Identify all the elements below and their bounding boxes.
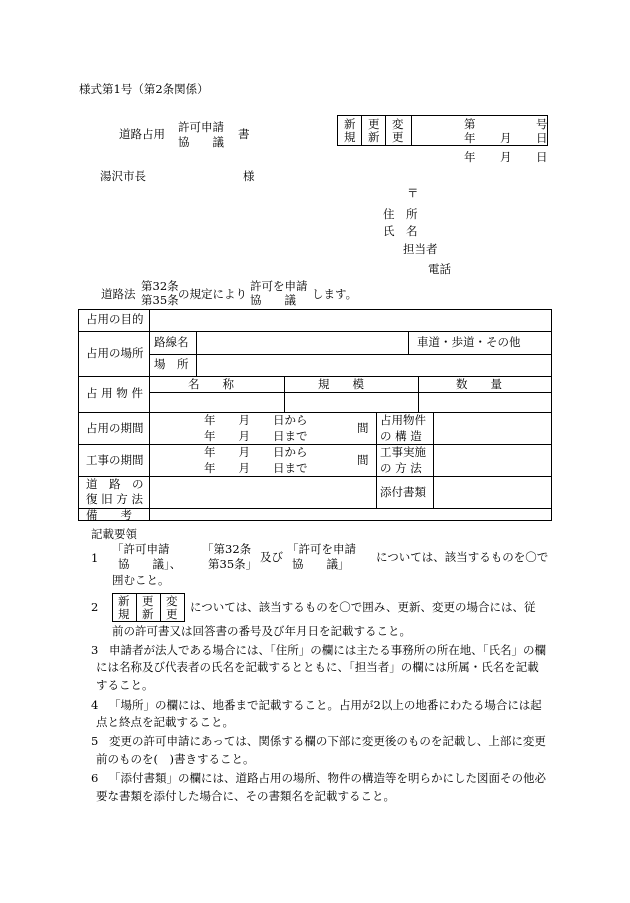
note-1-no: 1 bbox=[91, 551, 99, 565]
stamp-koushin-2: 新 bbox=[368, 130, 380, 144]
period-from: 年 月 日から bbox=[204, 413, 308, 427]
date-tsuki: 月 bbox=[500, 150, 512, 164]
period-kan: 間 bbox=[357, 421, 369, 435]
basis-law: 道路法 bbox=[101, 287, 136, 301]
applicant-address: 住 所 bbox=[383, 207, 418, 221]
purpose-label: 占用の目的 bbox=[86, 312, 144, 326]
number-nen: 年 bbox=[464, 131, 476, 145]
addressee-name: 湯沢市長 bbox=[100, 169, 146, 183]
note-2-koushin-1: 更 bbox=[142, 594, 154, 608]
location-label: 場 所 bbox=[154, 357, 189, 371]
note-1-and: 及び bbox=[260, 550, 283, 564]
note-2-henkou-1: 変 bbox=[166, 594, 178, 608]
stamp-koushin-1: 更 bbox=[368, 117, 380, 131]
note-1-b-top: 「第32条 bbox=[202, 542, 252, 556]
number-tsuki: 月 bbox=[500, 131, 512, 145]
notes-heading: 記載要領 bbox=[91, 527, 137, 541]
note-2-cont: 前の許可書又は回答書の番号及び年月日を記載すること。 bbox=[112, 624, 411, 638]
note-4-line-1: 「場所」の欄には、地番まで記載すること。占用が2以上の地番にわたる場合には起 bbox=[109, 698, 542, 712]
title-top: 許可申請 bbox=[178, 120, 224, 134]
note-6-no: 6 bbox=[91, 771, 99, 785]
title-right: 書 bbox=[238, 127, 250, 141]
period-to: 年 月 日まで bbox=[204, 429, 308, 443]
note-1-c-top: 「許可を申請 bbox=[287, 542, 356, 556]
col-qty-label: 数 量 bbox=[456, 377, 502, 391]
date-hi: 日 bbox=[536, 150, 548, 164]
note-1-a-bottom: 協 議」、 bbox=[118, 557, 182, 571]
work-period-kan: 間 bbox=[357, 453, 369, 467]
basis-art35: 第35条 bbox=[141, 293, 179, 307]
basis-art32: 第32条 bbox=[141, 279, 179, 293]
restore-label-b: 復 旧 方 法 bbox=[86, 492, 143, 506]
note-6-line-1: 「添付書類」の欄には、道路占用の場所、物件の構造等を明らかにした図面その他必 bbox=[109, 771, 546, 785]
note-2-tail: については、該当するものを〇で囲み、更新、変更の場合には、従 bbox=[190, 600, 536, 614]
attach-label: 添付書類 bbox=[380, 485, 426, 499]
applicant-phone: 電話 bbox=[428, 262, 451, 276]
note-4-line-2: 点と終点を記載すること。 bbox=[96, 715, 234, 729]
place-label: 占用の場所 bbox=[86, 346, 144, 360]
note-6-line-2: 要な書類を添付した場合に、その書類名を記載すること。 bbox=[96, 789, 395, 803]
note-2-shinki-2: 規 bbox=[118, 607, 130, 621]
method-label-a: 工事実施 bbox=[380, 445, 426, 459]
work-period-from: 年 月 日から bbox=[204, 445, 308, 459]
structure-label-a: 占用物件 bbox=[380, 413, 426, 427]
col-scale-label: 規 模 bbox=[318, 377, 364, 391]
note-4-no: 4 bbox=[91, 698, 99, 712]
number-go: 号 bbox=[536, 117, 548, 131]
note-2-no: 2 bbox=[91, 600, 99, 614]
basis-end: します。 bbox=[312, 287, 358, 301]
applicant-name: 氏 名 bbox=[383, 224, 418, 238]
object-label: 占 用 物 件 bbox=[86, 386, 143, 400]
remarks-label: 備 考 bbox=[86, 508, 132, 522]
applicant-person: 担当者 bbox=[403, 242, 438, 256]
period-label: 占用の期間 bbox=[86, 421, 144, 435]
structure-label-b: の 構 造 bbox=[380, 429, 422, 443]
note-2-henkou-2: 更 bbox=[166, 607, 178, 621]
route-label: 路線名 bbox=[154, 335, 189, 349]
basis-mid: の規定により bbox=[178, 287, 247, 301]
note-2-koushin-2: 新 bbox=[142, 607, 154, 621]
stamp-henkou-1: 変 bbox=[392, 117, 404, 131]
title-left: 道路占用 bbox=[119, 127, 165, 141]
number-dai: 第 bbox=[464, 117, 476, 131]
postal-mark: 〒 bbox=[407, 186, 419, 200]
note-3-no: 3 bbox=[91, 643, 99, 657]
title-bottom: 協 議 bbox=[178, 135, 224, 149]
work-period-to: 年 月 日まで bbox=[204, 461, 308, 475]
road-type-label: 車道・歩道・その他 bbox=[417, 335, 521, 349]
number-hi: 日 bbox=[536, 131, 548, 145]
stamp-henkou-2: 更 bbox=[392, 130, 404, 144]
basis-top: 許可を申請 bbox=[250, 279, 308, 293]
note-5-line-2: 前のものを( )書きすること。 bbox=[96, 752, 255, 766]
note-5-line-1: 変更の許可申請にあっては、関係する欄の下部に変更後のものを記載し、上部に変更 bbox=[109, 734, 546, 748]
note-1-a-top: 「許可申請 bbox=[112, 542, 170, 556]
stamp-shinki-2: 規 bbox=[344, 130, 356, 144]
basis-bottom: 協 議 bbox=[250, 293, 296, 307]
note-2-shinki-1: 新 bbox=[118, 594, 130, 608]
note-3-line-3: すること。 bbox=[96, 678, 154, 692]
work-period-label: 工事の期間 bbox=[86, 453, 144, 467]
note-1-b-bottom: 第35条」 bbox=[208, 557, 258, 571]
restore-label-a: 道 路 の bbox=[86, 477, 144, 491]
method-label-b: の 方 法 bbox=[380, 461, 422, 475]
form-id: 様式第1号（第2条関係） bbox=[79, 82, 209, 96]
addressee-sama: 様 bbox=[243, 169, 255, 183]
note-1-c-bottom: 協 議」 bbox=[292, 557, 350, 571]
note-1-tail: については、該当するものを〇で bbox=[376, 550, 549, 564]
note-3-line-2: には名称及び代表者の氏名を記載するとともに、「担当者」の欄には所属・氏名を記載 bbox=[96, 660, 539, 674]
note-5-no: 5 bbox=[91, 734, 99, 748]
note-3-line-1: 申請者が法人である場合には、「住所」の欄には主たる事務所の所在地、「氏名」の欄 bbox=[109, 643, 546, 657]
stamp-shinki-1: 新 bbox=[344, 117, 356, 131]
note-1-cont: 囲むこと。 bbox=[112, 573, 170, 587]
date-nen: 年 bbox=[464, 150, 476, 164]
col-name-label: 名 称 bbox=[188, 377, 234, 391]
